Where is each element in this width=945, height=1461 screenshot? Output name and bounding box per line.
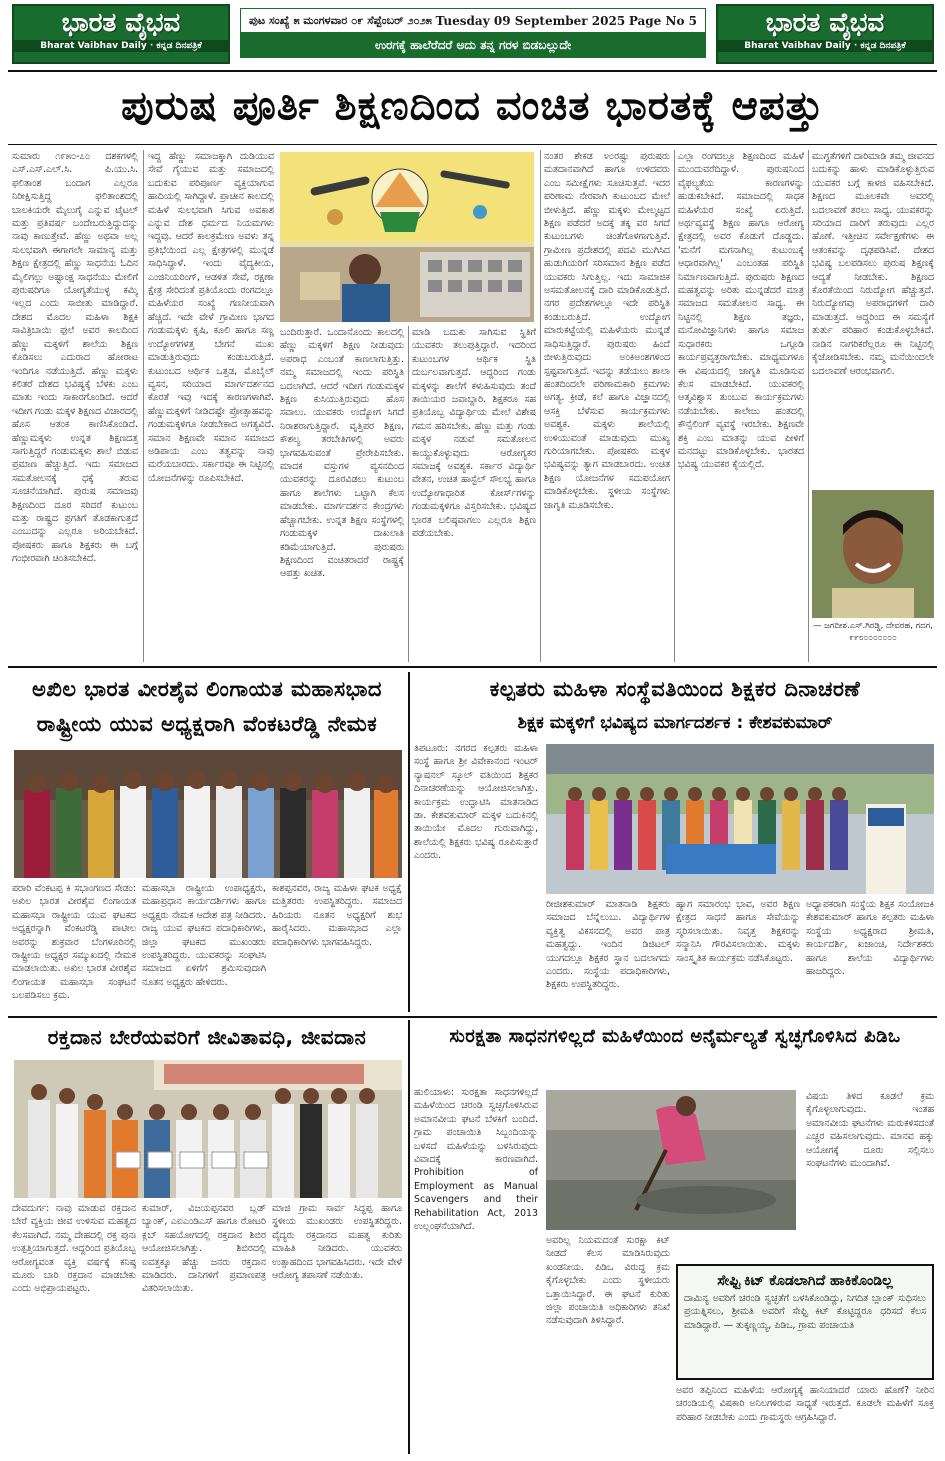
lead-column-7: ಮುಗ್ಧತೆಗಳಿಗೆ ದಾರಿಮಾಡಿ ತಮ್ಮ ಜೀವನದ ಬದುಕನ್ನು ಹಾಳು ಮಾಡಿಕೊಳ್ಳುತ್ತಿರುವ ಯುವಕರ ಬಗ್ಗೆ ಕಾಳಜಿ ವಹಿಸಬೇಕಿದೆ. ಶಿಕ್ಷಣದ ಮೂಲಕವೇ ಅವರಲ್ಲಿ ಬದಲಾವಣೆ ತರಲು ಸಾಧ್ಯ. ಯುವಕರನ್ನು ಸರಿಯಾದ ದಾರಿಗೆ ತರುವುದು ಎಲ್ಲರ ಹೊಣೆ. ಇತ್ತೀಚಿನ ಸರ್ವೇಕ್ಷಣೆಗಳು ಈ ಆತಂಕವನ್ನು ದೃಢಪಡಿಸಿವೆ. ದೇಶದ ಭವಿಷ್ಯ ಬಲಪಡಿಸಲು ಪುರುಷ ಶಿಕ್ಷಣಕ್ಕೆ ಆದ್ಯತೆ ನೀಡಬೇಕು. ಶಿಕ್ಷಣದ ಕೊರತೆಯಿಂದ ನಿರುದ್ಯೋಗ ಹೆಚ್ಚುತ್ತದೆ. ನಿರುದ್ಯೋಗವು ಅಪರಾಧಗಳಿಗೆ ದಾರಿ ಮಾಡುತ್ತದೆ. ಆದ್ದರಿಂದ ಈ ಸಮಸ್ಯೆಗೆ ತುರ್ತು ಪರಿಹಾರ ಕಂಡುಕೊಳ್ಳಬೇಕಿದೆ. ನಾಡಿನ ನಾಗರಿಕರೆಲ್ಲರೂ ಈ ನಿಟ್ಟಿನಲ್ಲಿ ಕೈಜೋಡಿಸಬೇಕು. ನಮ್ಮ ಮನೆಯಿಂದಲೇ ಬದಲಾವಣೆ ಆರಂಭವಾಗಲಿ. [812,151,934,377]
story2-column-3: ಕಾಶಪ್ಪನವರ, ರಾಜ್ಯ ಮಹಿಳಾ ಘಟಕ ಅಧ್ಯಕ್ಷೆ ಮತ್ತಿತರರು ಉಪಸ್ಥಿತರಿದ್ದರು. ಸಮಾಜದ ಹಿರಿಯರು ನೂತನ ಅಧ್ಯಕ್ಷರಿಗೆ ಶುಭ ಹಾರೈಸಿದರು. ಮಹಾಸಭಾದ ಎಲ್ಲಾ ಪದಾಧಿಕಾರಿಗಳು ಭಾಗವಹಿಸಿದ್ದರು. [272,883,402,948]
story3-photo [546,744,934,894]
author-portrait [812,490,934,618]
date-english: Tuesday 09 September 2025 [435,13,626,28]
lead-headline-rule [8,144,937,145]
safety-kit-box-headline: ಸೇಫ್ಟಿ ಕಿಟ್ ಕೊಡಲಾಗಿದೆ ಹಾಕಿಕೊಂಡಿಲ್ಲ [717,1273,893,1289]
section-rule [8,1016,937,1018]
story5-column-4: ಅವರ ತಪ್ಪಿನಿಂದ ಮಹಿಳೆಯ ಆರೋಗ್ಯಕ್ಕೆ ಹಾನಿಯಾದರೆ ಯಾರು ಹೊಣೆ? ನೀರಿನ ಚರಂಡಿಯಲ್ಲಿ ವಿಷಕಾರಿ ಅನಿಲಗಳಿರುವ ಸಾಧ್ಯತೆ ಇರುತ್ತದೆ. ಕೂಡಲೇ ಮಹಿಳೆಗೆ ಸೂಕ್ತ ಪರಿಹಾರ ನೀಡಬೇಕು ಎಂದು ಗ್ರಾಮಸ್ಥರು ಆಗ್ರಹಿಸಿದ್ದಾರೆ. [676,1385,934,1423]
story4-headline: ರಕ್ತದಾನ ಬೇರೆಯವರಿಗೆ ಜೀವಿತಾವಧಿ, ಜೀವದಾನ [47,1025,367,1049]
logo-subtitle: Bharat Vaibhav Daily · ಕನ್ನಡ ದಿನಪತ್ರಿಕೆ [14,40,228,52]
story5-headline: ಸುರಕ್ಷತಾ ಸಾಧನಗಳಿಲ್ಲದೆ ಮಹಿಳೆಯಿಂದ ಅನೈರ್ಮಲ್ಯತೆ ಸ್ವಚ್ಛಗೊಳಿಸಿದ ಪಿಡಿಒ [449,1026,901,1047]
column-divider [143,150,144,662]
story2-headline-line1: ಅಖಿಲ ಭಾರತ ವೀರಶೈವ ಲಿಂಗಾಯತ ಮಹಾಸಭಾದ [32,677,382,701]
story4-column-1: ದೇವದುರ್ಗ: ನಾವು ಮಾಡುವ ರಕ್ತದಾನ ಬೇರೆ ವ್ಯಕ್ತಿಯ ಜೀವ ಉಳಿಸುವ ಮಹತ್ವದ ಕೆಲಸವಾಗಿದೆ. ನಮ್ಮ ದೇಹದಲ್ಲಿ ರಕ್ತ ಪುನಃ ಉತ್ಪತ್ತಿಯಾಗುತ್ತದೆ. ಆದ್ದರಿಂದ ಪ್ರತಿಯೊಬ್ಬ ಆರೋಗ್ಯವಂತ ವ್ಯಕ್ತಿ ವರ್ಷಕ್ಕೆ ಕನಿಷ್ಠ ಮೂರು ಬಾರಿ ರಕ್ತದಾನ ಮಾಡಬೇಕು ಎಂದು ಅಭಿಪ್ರಾಯಪಟ್ಟರು. [12,1203,136,1295]
story2-column-2: ಮಹಾಸಭಾ ರಾಷ್ಟ್ರೀಯ ಉಪಾಧ್ಯಕ್ಷರು, ಮಹಾಪ್ರಧಾನ ಕಾರ್ಯದರ್ಶಿಗಳು ಹಾಗೂ ಅಧ್ಯಕ್ಷರು ನೇಮಕ ಆದೇಶ ಪತ್ರ ನೀಡಿದರು. ರಾಜ್ಯ ಯುವ ಘಟಕದ ಪದಾಧಿಕಾರಿಗಳು, ಜಿಲ್ಲಾ ಘಟಕದ ಮುಖಂಡರು ಉಪಸ್ಥಿತರಿದ್ದರು. ಯುವಕರನ್ನು ಸಂಘಟಿಸಿ ಸಮಾಜದ ಏಳಿಗೆಗೆ ಶ್ರಮಿಸುವುದಾಗಿ ನೂತನ ಅಧ್ಯಕ್ಷರು ಹೇಳಿದರು. [142,883,266,988]
section-rule [8,666,937,668]
story2-headline [10,672,404,744]
lead-column-1: ಸುಮಾರು ೧೯೫೦-೭೦ ದಶಕಗಳಲ್ಲಿ ಎಸ್.ಎಸ್.ಎಲ್.ಸಿ. ಪಿ.ಯು.ಸಿ. ಫಲಿತಾಂಶ ಬಂದಾಗ ಎಲ್ಲರೂ ನಿರೀಕ್ಷಿಸುತ್ತಿದ್ದ ಫಲಿತಾಂಶದಲ್ಲಿ ಬಾಲಕಿಯರೇ ಮೈಲುಗೈ ಎನ್ನುವ ಟೈಟಲ್ ಮತ್ತು ಪ್ರತಿವರ್ಷ ಬಂದೇಬರುತ್ತಿದ್ದುದನ್ನು ನಾವು ಕಾಣುತ್ತೇವೆ. ಹೆಣ್ಣು ಅಥವಾ ಅಲ್ಲ ಸುಲಭವಾಗಿ ಈಗಾಗಲೇ ಸಾಮಾನ್ಯ ಮತ್ತು ಶಿಕ್ಷಣ ಕ್ಷೇತ್ರದಲ್ಲಿ ಹೆಣ್ಣು ಸಾಧನೆಯ ಓದಿನ ಮೈಲಿಗಲ್ಲು ಅಷ್ಟಾಂಕ್ಷ ಸಾಧನೆಯು ಮೇಲಿಗೆ ಪುರುಷರಿಗೂ ಯೋಗ್ಯತೆಯುಳ್ಳ ಕಮ್ಮಿ ಇಲ್ಲದ ಎಂದು ಸಾಬೀತು ಮಾಡಿದ್ದಾರೆ. ದೇಶದ ಮೊದಲ ಮಹಿಳಾ ಶಿಕ್ಷಕಿ ಸಾವಿತ್ರಿಬಾಯಿ ಫುಲೆ ಅವರ ಕಾಲದಿಂದ ಹೆಣ್ಣು ಮಕ್ಕಳಿಗೆ ಶಾಲೆಯ ಶಿಕ್ಷಣ ಕೊಡಿಸಲು ಎದುರಾದ ಹೋರಾಟ ಇಂದಿಗೂ ನಡೆಯುತ್ತಿದೆ. ಹೆಣ್ಣು ಮಕ್ಕಳು ಕಲಿತರೆ ದೇಶದ ಭವಿಷ್ಯಕ್ಕೆ ಬೆಳಕು ಎಂಬ ಮಾತು ಇಂದು ಸಾಕಾರಗೊಂಡಿದೆ. ಆದರೆ ಇದೀಗ ಗಂಡು ಮಕ್ಕಳ ಶಿಕ್ಷಣದ ವಿಚಾರದಲ್ಲಿ ಹೊಸ ಆತಂಕ ಕಾಣಿಸಿಕೊಂಡಿದೆ. ಹೆಣ್ಣುಮಕ್ಕಳು ಉನ್ನತ ಶಿಕ್ಷಣದತ್ತ ಸಾಗುತ್ತಿದ್ದರೆ ಗಂಡುಮಕ್ಕಳು ಶಾಲೆ ಬಿಡುವ ಪ್ರಮಾಣ ಹೆಚ್ಚುತ್ತಿದೆ. ಇದು ಸಮಾಜದ ಸಮತೋಲನಕ್ಕೆ ಧಕ್ಕೆ ತರುವ ಸೂಚನೆಯಾಗಿದೆ. ಪುರುಷ ಸಮಾಜವು ಶಿಕ್ಷಣದಿಂದ ದೂರ ಸರಿದರೆ ಕುಟುಂಬ ಮತ್ತು ರಾಷ್ಟ್ರದ ಪ್ರಗತಿಗೆ ತೊಡಕಾಗುತ್ತದೆ ಎಂಬುದನ್ನು ಎಲ್ಲರೂ ಅರಿಯಬೇಕಿದೆ. ಪೋಷಕರು ಹಾಗೂ ಶಿಕ್ಷಕರು ಈ ಬಗ್ಗೆ ಗಂಭೀರವಾಗಿ ಚಿಂತಿಸಬೇಕಿದೆ. [12,151,138,565]
masthead-logo-left [12,4,230,64]
story2-headline-line2: ರಾಷ್ಟ್ರೀಯ ಯುವ ಅಧ್ಯಕ್ಷರಾಗಿ ವೆಂಕಟರೆಡ್ಡಿ ನೇಮಕ [36,712,378,736]
safety-kit-box-text: ದಾಮಿನ್ಯ ಅವರಿಗೆ ಚರಂಡಿ ಸ್ವಚ್ಛತೆಗೆ ಬಳಸಿಕೊಂಡಿದ್ದು, ನಿಗದಿತ ಬ್ಲಾಂಕ್ ಸುಧಿಸಲು ಪ್ರಯತ್ನಿಸಲು, ಶ್ರೀಮತಿ ಅವರಿಗೆ ಸೇಫ್ಟಿ ಕಿಟ್ ಕೊಟ್ಟಿದ್ದರೂ ಧರಿಸದೆ ಕೆಲಸ ಮಾಡಿದ್ದಾರೆ. — ತುಕ್ಕಣ್ಣಯ್ಯ, ಪಿಡಿಒ, ಗ್ರಾಮ ಪಂಚಾಯತಿ [684,1293,926,1331]
column-divider [674,150,675,662]
story2-photo [14,750,402,878]
lead-column-6: ಎಲ್ಲಾ ರಂಗದಲ್ಲೂ ಶಿಕ್ಷಣದಿಂದ ಮಹಿಳೆ ಮುಂದುವರೆದಿದ್ದಾಳೆ. ಪುರುಷನಿಂದ ವೈಫಲ್ಯತೆಯ ಕಾರಣಗಳನ್ನು ಹುಡುಕಬೇಕಿದೆ. ಸಮಾಜದಲ್ಲಿ ಸಾಧಕ ಮಹಿಳೆಯರ ಸಂಖ್ಯೆ ಏರುತ್ತಿದೆ. ಅರ್ಥವ್ಯವಸ್ಥೆ ಶಿಕ್ಷಣ ಹಾಗೂ ಆರೋಗ್ಯ ಕ್ಷೇತ್ರದಲ್ಲಿ ಅವರ ಕೊಡುಗೆ ದೊಡ್ಡದು. 'ಮನೆಗೆ ಮಗನಾಗಿಲ್ಲ ಕುಟುಂಬಕ್ಕೆ ಆಧಾರವಾಗಿಲ್ಲ' ಎಂಬಂತಹ ಪರಿಸ್ಥಿತಿ ನಿರ್ಮಾಣವಾಗುತ್ತಿದೆ. ಪುರುಷರು ಶಿಕ್ಷಣದ ಮಹತ್ವವನ್ನು ಅರಿತು ಮುನ್ನಡೆದರೆ ಮಾತ್ರ ಸಮಾಜದ ಸಮತೋಲನ ಸಾಧ್ಯ. ಈ ನಿಟ್ಟಿನಲ್ಲಿ ಶಿಕ್ಷಣ ತಜ್ಞರು, ಮನೋವಿಜ್ಞಾನಿಗಳು ಹಾಗೂ ಸಮಾಜ ಸುಧಾರಕರು ಒಗ್ಗೂಡಿ ಕಾರ್ಯಪ್ರವೃತ್ತರಾಗಬೇಕು. ಮಾಧ್ಯಮಗಳೂ ಈ ವಿಷಯದಲ್ಲಿ ಜಾಗೃತಿ ಮೂಡಿಸುವ ಕೆಲಸ ಮಾಡಬೇಕಿದೆ. ಯುವಕರಲ್ಲಿ ಆತ್ಮವಿಶ್ವಾಸ ತುಂಬುವ ಕಾರ್ಯಕ್ರಮಗಳು ನಡೆಯಬೇಕು. ಕಾಲೇಜು ಹಂತದಲ್ಲಿ ಕೌನ್ಸೆಲಿಂಗ್ ವ್ಯವಸ್ಥೆ ಇರಬೇಕು. ಶಿಕ್ಷಣವೇ ಶಕ್ತಿ ಎಂಬ ಮಾತನ್ನು ಯುವ ಪೀಳಿಗೆ ಮನದಟ್ಟು ಮಾಡಿಕೊಳ್ಳಬೇಕು. ಭಾರತದ ಭವಿಷ್ಯ ಯುವಕರ ಕೈಯಲ್ಲಿದೆ. [678,151,804,471]
story5-column-3: ವಿಷಯ ತಿಳಿದ ಕೂಡಲೆ ಕ್ರಮ ಕೈಗೊಳ್ಳಲಾಗುವುದು. ಇಂತಹ ಅಮಾನವೀಯ ಘಟನೆಗಳು ಮರುಕಳಿಸದಂತೆ ಎಚ್ಚರ ವಹಿಸಲಾಗುವುದು. ಮಾನವ ಹಕ್ಕು ಆಯೋಗಕ್ಕೆ ದೂರು ಸಲ್ಲಿಸಲು ಸಂಘಟನೆಗಳು ಮುಂದಾಗಿವೆ. [806,1091,934,1170]
masthead-center [240,8,706,58]
blood-donation-photo [14,1060,402,1198]
story4-photo [14,1060,402,1198]
column-divider [540,150,541,662]
story3-column-2: ರೀಜೀಶಕುಮಾರ್ ಮಾತನಾಡಿ ಶಿಕ್ಷಕರು ಸಮಾಜದ ಬೆನ್ನೆಲುಬು. ವಿದ್ಯಾರ್ಥಿಗಳ ವ್ಯಕ್ತಿತ್ವ ವಿಕಸನದಲ್ಲಿ ಅವರ ಪಾತ್ರ ಮಹತ್ವದ್ದು. ಇಂದಿನ ಡಿಜಿಟಲ್ ಯುಗದಲ್ಲೂ ಶಿಕ್ಷಕರ ಸ್ಥಾನ ಬದಲಾಗದು ಎಂದರು. ಸಂಸ್ಥೆಯ ಪದಾಧಿಕಾರಿಗಳು, ಶಿಕ್ಷಕರು ಉಪಸ್ಥಿತರಿದ್ದರು. [546,899,670,991]
page-number: Page No 5 [628,13,697,28]
column-divider [408,672,410,1012]
logo-title: ಭಾರತ ವೈಭವ [765,8,885,38]
drain-cleaning-photo [546,1090,796,1230]
lead-photo-education [280,152,534,322]
lead-headline: ಪುರುಷ ಪೂರ್ತಿ ಶಿಕ್ಷಣದಿಂದ ವಂಚಿತ ಭಾರತಕ್ಕೆ ಆಪತ್ತು [121,83,824,129]
masthead-logo-right [716,4,934,64]
column-divider [808,150,809,662]
lead-column-5: ನಂತರ ಶೇಕಡ ೪೦ರಷ್ಟು ಪುರುಷರು ಮತದಾನವಾಗಿದೆ ಹಾಗೂ ಉಳಿದವರು ಎಂಬ ಸಮೀಕ್ಷೆಗಳು ಸೂಚಿಸುತ್ತವೆ. ಇದರ ಪರಿಣಾಮ ನೇರವಾಗಿ ಕುಟುಂಬದ ಮೇಲೆ ಬೀಳುತ್ತಿದೆ. ಹೆಣ್ಣು ಮಕ್ಕಳು ಮೇಲ್ಮಟ್ಟದ ಶಿಕ್ಷಣ ಪಡೆದರೆ ಅದಕ್ಕೆ ತಕ್ಕ ವರ ಸಿಗದೆ ಕುಟುಂಬಗಳು ಚಿಂತೆಗೊಳಗಾಗುತ್ತಿವೆ. ಗ್ರಾಮೀಣ ಪ್ರದೇಶದಲ್ಲಿ ಪದವಿ ಮುಗಿಸಿದ ಹುಡುಗಿಯರಿಗೆ ಸರಿಸಮಾನ ಶಿಕ್ಷಣ ಪಡೆದ ಯುವಕರು ಸಿಗುತ್ತಿಲ್ಲ. ಇದು ಸಾಮಾಜಿಕ ಅಸಮತೋಲನಕ್ಕೆ ದಾರಿ ಮಾಡಿಕೊಡುತ್ತಿದೆ. ನಗರ ಪ್ರದೇಶಗಳಲ್ಲೂ ಇದೇ ಪರಿಸ್ಥಿತಿ ಕಂಡುಬರುತ್ತಿದೆ. ಉದ್ಯೋಗ ಮಾರುಕಟ್ಟೆಯಲ್ಲಿ ಮಹಿಳೆಯರು ಮುನ್ನಡೆ ಸಾಧಿಸುತ್ತಿದ್ದಾರೆ. ಪುರುಷರು ಹಿಂದೆ ಬೀಳುತ್ತಿರುವುದು ಅಂಕಿಅಂಶಗಳಿಂದ ಸ್ಪಷ್ಟವಾಗುತ್ತಿದೆ. ಇದನ್ನು ತಡೆಯಲು ಶಾಲಾ ಹಂತದಿಂದಲೇ ಪರಿಣಾಮಕಾರಿ ಕ್ರಮಗಳು ಅಗತ್ಯ. ಕ್ರೀಡೆ, ಕಲೆ ಹಾಗೂ ವಿಜ್ಞಾನದಲ್ಲಿ ಆಸಕ್ತಿ ಬೆಳೆಸುವ ಕಾರ್ಯಕ್ರಮಗಳು ಅವಶ್ಯಕ. ಮಕ್ಕಳು ಶಾಲೆಯಲ್ಲಿ ಉಳಿಯುವಂತೆ ಮಾಡುವುದು ಮುಖ್ಯ ಗುರಿಯಾಗಬೇಕು. ಪೋಷಕರು ಮಕ್ಕಳ ಭವಿಷ್ಯವನ್ನು ತ್ಯಾಗ ಮಾಡಬಾರದು. ಉಚಿತ ಶಿಕ್ಷಣ ಯೋಜನೆಗಳ ಸದುಪಯೋಗ ಮಾಡಿಕೊಳ್ಳಬೇಕು. ಸ್ಥಳೀಯ ಸಂಸ್ಥೆಗಳು ಜಾಗೃತಿ ಮೂಡಿಸಬೇಕು. [544,151,670,511]
masthead-tagline: ಉರಗಕ್ಕೆ ಹಾಲೆರೆದರೆ ಅದು ತನ್ನ ಗರಳ ಬಿಡಬಲ್ಲುದೇ [241,33,705,57]
story4-column-2: ಕುಮಾರ್, ವಿಜಯಪ್ಪನವರ ಬ್ಲಡ್ ಬ್ಯಾಂಕ್, ಎಐಎಂಡಿಎಸ್ ಹಾಗೂ ರೋಟರಿ ಕ್ಲಬ್ ಸಹಯೋಗದಲ್ಲಿ ರಕ್ತದಾನ ಶಿಬಿರ ಆಯೋಜಿಸಲಾಗಿತ್ತು. ಶಿಬಿರದಲ್ಲಿ ಐವತ್ತಕ್ಕೂ ಹೆಚ್ಚು ಜನರು ರಕ್ತದಾನ ಮಾಡಿದರು. ದಾನಿಗಳಿಗೆ ಪ್ರಮಾಣಪತ್ರ ವಿತರಿಸಲಾಯಿತು. [142,1203,266,1295]
story3-subheadline: ಶಿಕ್ಷಕ ಮಕ್ಕಳಿಗೆ ಭವಿಷ್ಯದ ಮಾರ್ಗದರ್ಶಕ : ಕೇಶವಕುಮಾರ್ [517,713,833,733]
story3-headline: ಕಲ್ಪತರು ಮಹಿಳಾ ಸಂಸ್ಥೆವತಿಯಿಂದ ಶಿಕ್ಷಕರ ದಿನಾಚರಣೆ [489,677,861,701]
story5-column-1: ಹುಲಿಯಾಳು: ಸುರಕ್ಷತಾ ಸಾಧನಗಳಿಲ್ಲದೆ ಮಹಿಳೆಯಿಂದ ಚರಂಡಿ ಸ್ವಚ್ಛಗೊಳಿಸಿರುವ ಅಮಾನವೀಯ ಘಟನೆ ಬೆಳಕಿಗೆ ಬಂದಿದೆ. ಗ್ರಾಮ ಪಂಚಾಯಿತಿ ಸಿಬ್ಬಂದಿಯನ್ನು ಬಳಸದೆ ಮಹಿಳೆಯನ್ನು ಬಳಸಿರುವುದು ವಿವಾದಕ್ಕೆ ಕಾರಣವಾಗಿದೆ. Prohibition of Employment as Manual Scavengers and their Rehabilitation Act, 2013 ಉಲ್ಲಂಘನೆಯಾಗಿದೆ. [414,1087,538,1233]
column-divider [408,326,409,662]
story3-column-4: ಅಧ್ಯಾಪಕರಾಗಿ ಸಂಸ್ಥೆಯ ಶಿಕ್ಷಕ ಸಂಯೋಜಕಿ ಕೇಶವಕುಮಾರ್ ಹಾಗೂ ಕಲ್ಪತರು ಮಹಿಳಾ ಸಂಸ್ಥೆಯ ಅಧ್ಯಕ್ಷರಾದ ಶ್ರೀಮತಿ, ಕಾರ್ಯದರ್ಶಿ, ಖಜಾಂಚಿ, ನಿರ್ದೇಶಕರು ಹಾಗೂ ಶಾಲೆಯ ವಿದ್ಯಾರ್ಥಿಗಳು ಹಾಜರಿದ್ದರು. [806,899,934,978]
issue-number: ಪುಟ ಸಂಖ್ಯೆ ೫ [249,13,300,27]
logo-subtitle: Bharat Vaibhav Daily · ಕನ್ನಡ ದಿನಪತ್ರಿಕೆ [718,40,932,52]
story3-column-3: ಹ್ಯಾಗ ಸಮಾರಂಭ ಭಾವ, ಅವರ ಶಿಕ್ಷಣ ಕ್ಷೇತ್ರದ ಸಾಧನೆ ಹಾಗೂ ಸೇವೆಯನ್ನು ಸ್ಮರಿಸಲಾಯಿತು. ನಿವೃತ್ತ ಶಿಕ್ಷಕರನ್ನು ಸನ್ಮಾನಿಸಿ ಗೌರವಿಸಲಾಯಿತು. ಮಕ್ಕಳು ಸಾಂಸ್ಕೃತಿಕ ಕಾರ್ಯಕ್ರಮ ನಡೆಸಿಕೊಟ್ಟರು. [676,899,800,964]
lead-column-2: ಇದ್ದ ಹೆಣ್ಣು ಸಮಾಜಕ್ಕಾಗಿ ದುಡಿಯುವ ಸೇವೆ ಗೈಯುವ ಮತ್ತು ಸಮಾಜದಲ್ಲಿ ಬದುಕುವ ಪರಿಪೂರ್ಣ ವ್ಯಕ್ತಿಯಾಗುವ ಹಾದಿಯಲ್ಲಿ ಸಾಗಿದ್ದಾಳೆ. ಪ್ರಾಚೀನ ಕಾಲದಲ್ಲಿ ಮಹಿಳೆ ಸುಲಭವಾಗಿ ಸಿಗುವ ಅವಕಾಶ ಎನ್ನುವ ದೇಶ ಧರ್ಮದ ನಿಯಮಗಳು ಇದ್ದವು. ಆದರೆ ಕಾಲಕ್ರಮೇಣ ಅವಳು ತನ್ನ ಪ್ರತಿಭೆಯಿಂದ ಎಲ್ಲ ಕ್ಷೇತ್ರಗಳಲ್ಲಿ ಮುನ್ನಡೆ ಸಾಧಿಸಿದ್ದಾಳೆ. ಇಂದು ವೈದ್ಯಕೀಯ, ಎಂಜಿನಿಯರಿಂಗ್, ಆಡಳಿತ ಸೇವೆ, ರಕ್ಷಣಾ ಕ್ಷೇತ್ರ ಸೇರಿದಂತೆ ಪ್ರತಿಯೊಂದು ರಂಗದಲ್ಲೂ ಮಹಿಳೆಯರ ಸಂಖ್ಯೆ ಗಣನೀಯವಾಗಿ ಹೆಚ್ಚಿದೆ. ಇದೇ ವೇಳೆ ಗ್ರಾಮೀಣ ಭಾಗದ ಗಂಡುಮಕ್ಕಳು ಕೃಷಿ, ಕೂಲಿ ಹಾಗೂ ಸಣ್ಣ ಉದ್ಯೋಗಗಳತ್ತ ಬೇಗನೆ ಮುಖ ಮಾಡುತ್ತಿರುವುದು ಕಂಡುಬರುತ್ತಿದೆ. ಕುಟುಂಬದ ಆರ್ಥಿಕ ಒತ್ತಡ, ಮೊಬೈಲ್ ವ್ಯಸನ, ಸರಿಯಾದ ಮಾರ್ಗದರ್ಶನದ ಕೊರತೆ ಇವು ಇದಕ್ಕೆ ಕಾರಣಗಳಾಗಿವೆ. ಹೆಣ್ಣುಮಕ್ಕಳಿಗೆ ನೀಡಿದಷ್ಟೇ ಪ್ರೋತ್ಸಾಹವನ್ನು ಗಂಡುಮಕ್ಕಳಿಗೂ ನೀಡಬೇಕಾದ ಅಗತ್ಯವಿದೆ. ಸಮಾನ ಶಿಕ್ಷಣವೇ ಸಮಾನ ಸಮಾಜದ ಅಡಿಪಾಯ ಎಂಬ ತತ್ವವನ್ನು ನಾವು ಮರೆಯಬಾರದು. ಸರ್ಕಾರವೂ ಈ ನಿಟ್ಟಿನಲ್ಲಿ ಯೋಜನೆಗಳನ್ನು ರೂಪಿಸಬೇಕಿದೆ. [148,151,274,484]
story5-photo [546,1090,796,1230]
story2-column-1: ಪರಾರಿ ವೆಂಕಟಪ್ಪ ಕಿ ಸಭಾಂಗಣದ ಸೇಡಂ: ಅಖಿಲ ಭಾರತ ವೀರಶೈವ ಲಿಂಗಾಯತ ಮಹಾಸಭಾ ರಾಷ್ಟ್ರೀಯ ಯುವ ಘಟಕದ ಅಧ್ಯಕ್ಷರನ್ನಾಗಿ ವೆಂಕಟರೆಡ್ಡಿ ಪಾಟೀಲ ಅವರನ್ನು ಶುಕ್ರವಾರ ಬೆಂಗಳೂರಿನಲ್ಲಿ ರಾಷ್ಟ್ರೀಯ ಅಧ್ಯಕ್ಷರ ಸಮ್ಮುಖದಲ್ಲಿ ನೇಮಕ ಮಾಡಲಾಯಿತು. ಅಖಿಲ ಭಾರತ ವೀರಶೈವ ಲಿಂಗಾಯತ ಮಹಾಸಭಾ ಸಂಘಟನೆ ಬಲಪಡಿಸಲು ಕ್ರಮ. [12,883,136,1002]
lead-column-3: ಬಂದಿರುತ್ತಾರೆ. ಒಂದಾನೊಂದು ಕಾಲದಲ್ಲಿ ಹೆಣ್ಣು ಮಕ್ಕಳಿಗೆ ಶಿಕ್ಷಣ ನೀಡುವುದು ಅಪರಾಧ ಎಂಬಂತೆ ಕಾಣಲಾಗುತ್ತಿತ್ತು. ನಮ್ಮ ಸಮಾಜದಲ್ಲಿ ಇಂದು ಪರಿಸ್ಥಿತಿ ಬದಲಾಗಿದೆ. ಆದರೆ ಇದೀಗ ಗಂಡುಮಕ್ಕಳ ಶಿಕ್ಷಣ ಕುಸಿಯುತ್ತಿರುವುದು ಹೊಸ ಸವಾಲು. ಯುವಕರು ಉದ್ಯೋಗ ಸಿಗದೆ ನಿರಾಶರಾಗುತ್ತಿದ್ದಾರೆ. ವೃತ್ತಿಪರ ಶಿಕ್ಷಣ, ಕೌಶಲ್ಯ ತರಬೇತಿಗಳಲ್ಲಿ ಅವರು ಭಾಗವಹಿಸುವಂತೆ ಪ್ರೇರೇಪಿಸಬೇಕು. ಮಾದಕ ವಸ್ತುಗಳ ವ್ಯಸನದಿಂದ ಯುವಕರನ್ನು ದೂರವಿಡಲು ಕುಟುಂಬ ಹಾಗೂ ಶಾಲೆಗಳು ಒಟ್ಟಾಗಿ ಕೆಲಸ ಮಾಡಬೇಕು. ಮಾರ್ಗದರ್ಶನ ಕೇಂದ್ರಗಳು ಹೆಚ್ಚಾಗಬೇಕು. ಉನ್ನತ ಶಿಕ್ಷಣ ಸಂಸ್ಥೆಗಳಲ್ಲಿ ಗಂಡುಮಕ್ಕಳ ದಾಖಲಾತಿ ಕಡಿಮೆಯಾಗುತ್ತಿದೆ. ಪುರುಷರು ಶಿಕ್ಷಣದಿಂದ ವಂಚಿತರಾದರೆ ರಾಷ್ಟ್ರಕ್ಕೆ ಆಪತ್ತು ಖಚಿತ. [280,327,404,580]
author-caption: — ಜಗದೀಶ.ಎಸ್.ಗಿರಡ್ಡಿ, ದೇವರಹ, ಗದಗ, ೯೯೮೦೦೦೦೦೦೦ [812,621,934,643]
story4-column-3: ಮಾಜಿ ಗ್ರಾಮ ಸಾರ್ವ ಸಿದ್ಧಪ್ಪ ಹಾಗೂ ಸ್ಥಳೀಯ ಮುಖಂಡರು ಉಪಸ್ಥಿತರಿದ್ದರು. ವೈದ್ಯರು ರಕ್ತದಾನದ ಮಹತ್ವ ಕುರಿತು ಮಾಹಿತಿ ನೀಡಿದರು. ಯುವಕರು ಉತ್ಸಾಹದಿಂದ ಭಾಗವಹಿಸಿದರು. ಇದೇ ವೇಳೆ ಆರೋಗ್ಯ ತಪಾಸಣೆ ನಡೆಯಿತು. [272,1203,402,1282]
column-divider [408,1020,410,1454]
logo-title: ಭಾರತ ವೈಭವ [61,8,181,38]
lead-column-4: ಮಾಡಿ ಬದುಕು ಸಾಗಿಸುವ ಸ್ಥಿತಿಗೆ ಯುವಕರು ತಲುಪುತ್ತಿದ್ದಾರೆ. ಇದರಿಂದ ಕುಟುಂಬಗಳ ಆರ್ಥಿಕ ಸ್ಥಿತಿ ದುರ್ಬಲವಾಗುತ್ತದೆ. ಆದ್ದರಿಂದ ಗಂಡು ಮಕ್ಕಳನ್ನು ಶಾಲೆಗೆ ಕಳುಹಿಸುವುದು ತಂದೆ ತಾಯಿಯರ ಜವಾಬ್ದಾರಿ. ಶಿಕ್ಷಕರೂ ಸಹ ಪ್ರತಿಯೊಬ್ಬ ವಿದ್ಯಾರ್ಥಿಯ ಮೇಲೆ ವಿಶೇಷ ಗಮನ ಹರಿಸಬೇಕು. ಹೆಣ್ಣು ಮತ್ತು ಗಂಡು ಮಕ್ಕಳ ನಡುವೆ ಸಮತೋಲನ ಕಾಯ್ದುಕೊಳ್ಳುವುದು ಆರೋಗ್ಯಕರ ಸಮಾಜಕ್ಕೆ ಅವಶ್ಯಕ. ಸರ್ಕಾರ ವಿದ್ಯಾರ್ಥಿ ವೇತನ, ಉಚಿತ ಹಾಸ್ಟೆಲ್ ಸೌಲಭ್ಯ ಹಾಗೂ ಉದ್ಯೋಗಾಧಾರಿತ ಕೋರ್ಸ್‌ಗಳನ್ನು ಗಂಡುಮಕ್ಕಳಿಗೂ ವಿಸ್ತರಿಸಬೇಕು. ಭವಿಷ್ಯದ ಭಾರತ ಬಲಿಷ್ಠವಾಗಲು ಎಲ್ಲರೂ ಶಿಕ್ಷಣ ಪಡೆಯಬೇಕು. [412,327,536,540]
group-photo [14,750,402,878]
author-photo [812,490,934,618]
safety-kit-box [676,1264,934,1380]
story5-column-2: ಅವರಿಲ್ಲ ನಿಯಮದಂತೆ ಸುರಕ್ಷಾ ಕಿಟ್ ನೀಡದೆ ಕೆಲಸ ಮಾಡಿಸಿರುವುದು ಖಂಡನೀಯ. ಪಿಡಿಒ ವಿರುದ್ಧ ಕ್ರಮ ಕೈಗೊಳ್ಳಬೇಕು ಎಂದು ಸ್ಥಳೀಯರು ಒತ್ತಾಯಿಸಿದ್ದಾರೆ. ಈ ಘಟನೆ ಕುರಿತು ಜಿಲ್ಲಾ ಪಂಚಾಯಿತಿ ಅಧಿಕಾರಿಗಳು ತನಿಖೆ ನಡೆಸುವುದಾಗಿ ತಿಳಿಸಿದ್ದಾರೆ. [546,1235,670,1327]
story3-column-1: ತಿಪಟೂರು: ನಗರದ ಕಲ್ಪತರು ಮಹಿಳಾ ಸಂಸ್ಥೆ ಹಾಗೂ ಶ್ರೀ ವಿವೇಕಾನಂದ ಇಂಟರ್ ನ್ಯಾಷನಲ್ ಸ್ಕೂಲ್ ವತಿಯಿಂದ ಶಿಕ್ಷಕರ ದಿನಾಚರಣೆಯನ್ನು ಆಯೋಜಿಸಲಾಗಿತ್ತು. ಕಾರ್ಯಕ್ರಮ ಉದ್ಘಾಟಿಸಿ ಮಾತನಾಡಿದ ಡಾ. ಕೇಶವಕುಮಾರ್ ಮಕ್ಕಳ ಬದುಕಿನಲ್ಲಿ ತಾಯಿಯೇ ಮೊದಲ ಗುರುವಾಗಿದ್ದು, ಶಾಲೆಯಲ್ಲಿ ಶಿಕ್ಷಕರು ಭವಿಷ್ಯ ರೂಪಿಸುತ್ತಾರೆ ಎಂದರು. [414,743,538,862]
masthead-rule [8,70,937,72]
date-kannada: ಮಂಗಳವಾರ ೦೯ ಸೆಪ್ಟೆಂಬರ್ ೨೦೨೫ [303,13,432,27]
teachers-day-photo [546,744,934,894]
education-illustration [280,152,534,322]
